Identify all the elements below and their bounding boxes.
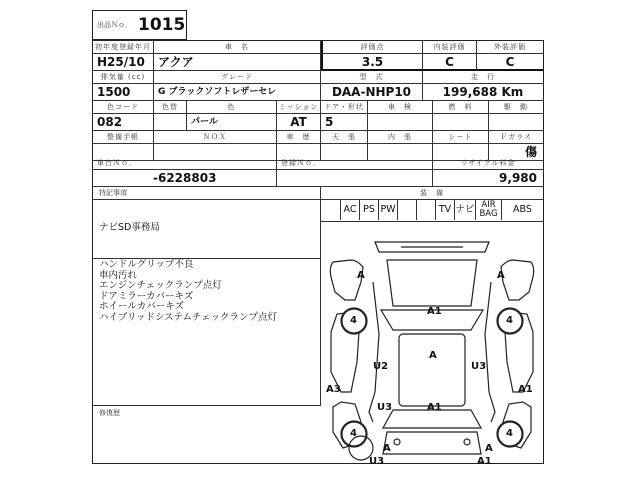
mark-pillar-right: U3 xyxy=(471,361,487,372)
auction-sheet xyxy=(92,40,544,467)
maintenance-label: 整備手帳 xyxy=(93,131,154,144)
mark-wheel-fl: 4 xyxy=(350,315,357,326)
mark-bottom-right: A xyxy=(485,443,493,454)
mark-door-left: U3 xyxy=(377,402,393,413)
mark-wheel-rr: 4 xyxy=(506,428,513,439)
color-change-label: 色替 xyxy=(154,101,187,114)
equip-airbag: AIR BAG xyxy=(476,200,502,220)
notes-list xyxy=(99,260,319,323)
door-label: ドア・形状 xyxy=(321,101,368,114)
fuel-label: 燃 料 xyxy=(433,101,489,114)
mark-hood: A1 xyxy=(427,306,442,317)
lot-number: 1015 xyxy=(138,15,186,35)
color-change-value xyxy=(154,114,187,131)
headliner-label: 天 張 xyxy=(321,131,368,144)
repair-label: 修復歴 xyxy=(99,409,120,417)
displacement-value: 1500 xyxy=(93,84,154,101)
exterior-label: 外装評価 xyxy=(477,41,543,54)
reg-date-label: 初年度登録年月 xyxy=(93,41,154,54)
mark-wheel-fr: 4 xyxy=(506,315,513,326)
color-code-value: 082 xyxy=(93,114,154,131)
fglass-label: Ｆガラス xyxy=(489,131,543,144)
color-code-label: 色コード xyxy=(93,101,154,114)
mark-right-side: A1 xyxy=(518,384,533,395)
car-name-value: アクア xyxy=(154,54,321,71)
mark-front-left: A xyxy=(357,270,365,281)
car-diagram xyxy=(321,222,543,465)
exterior-value: C xyxy=(477,54,543,71)
mark-bottom-left: A xyxy=(383,443,391,454)
equip-pw: PW xyxy=(379,200,398,220)
interior-label: 内装評価 xyxy=(423,41,477,54)
mark-wheel-rl: 4 xyxy=(350,428,357,439)
drive-label: 駆 動 xyxy=(489,101,543,114)
fuel-value xyxy=(433,114,489,131)
seat-label: シート xyxy=(433,131,489,144)
model-label: 型 式 xyxy=(321,71,423,84)
drive-value xyxy=(489,114,543,131)
grade-label: グレード xyxy=(154,71,321,84)
mark-left-side: A3 xyxy=(326,384,341,395)
note-item: ハイブリッドシステムチェックランプ点灯 xyxy=(99,311,278,323)
equip-ac: AC xyxy=(341,200,360,220)
repair-divider xyxy=(93,405,321,406)
door-value: 5 xyxy=(321,114,368,131)
interior-value: C xyxy=(423,54,477,71)
notes-first-line: ナビSD事務局 xyxy=(99,222,160,233)
mark-trunk: A1 xyxy=(427,402,442,413)
history-label: 車 歴 xyxy=(277,131,321,144)
transmission-label: ミッション xyxy=(277,101,321,114)
inspection-label: 車 検 xyxy=(368,101,433,114)
mileage-label: 走 行 xyxy=(423,71,543,84)
color-label: 色 xyxy=(187,101,277,114)
grade-value: G ブラックソフトレザーセレ xyxy=(154,84,321,101)
model-value: DAA-NHP10 xyxy=(321,84,423,101)
equip-navi: ナビ xyxy=(455,200,476,220)
recycle-value: 9,980 xyxy=(433,170,543,187)
equipment-header: 装 備 xyxy=(321,187,543,200)
mark-rear-right: A1 xyxy=(477,456,492,467)
recycle-label: リサイクル料金 xyxy=(433,157,543,170)
score-label: 評価点 xyxy=(321,41,423,54)
chassis-value: -6228803 xyxy=(93,170,277,187)
car-name-label: 車 名 xyxy=(154,41,321,54)
equip-ps: PS xyxy=(360,200,379,220)
note-item: 車内汚れ xyxy=(99,269,138,281)
reg-date-value: H25/10 xyxy=(93,54,154,71)
mark-front-right: A xyxy=(497,270,505,281)
note-item: エンジンチェックランプ点灯 xyxy=(99,280,222,291)
equipment-row xyxy=(321,200,543,222)
mark-rear-left: U3 xyxy=(369,456,385,467)
color-value: パール xyxy=(187,114,277,131)
chassis-label: 車台Ｎｏ． xyxy=(93,157,277,170)
lot-label: 出品Ｎｏ． xyxy=(97,21,132,29)
score-value: 3.5 xyxy=(321,54,423,71)
fglass-value: 傷 xyxy=(489,144,543,161)
mark-pillar-left: U2 xyxy=(373,361,389,372)
nox-label: ＮＯＸ xyxy=(154,131,277,144)
transmission-value: AT xyxy=(277,114,321,131)
inspection-value xyxy=(368,114,433,131)
reg-no-value xyxy=(277,170,433,187)
notes-header: 特記事項 xyxy=(93,187,321,200)
equip-tv: TV xyxy=(436,200,455,220)
mileage-value: 199,688 Km xyxy=(423,84,543,101)
equip-abs: ABS xyxy=(513,204,532,215)
note-item: ドアミラーカバーキズ xyxy=(99,290,194,302)
reg-no-label: 登録Ｎｏ． xyxy=(277,157,433,170)
lot-box xyxy=(92,10,187,40)
interior-trim-label: 内 張 xyxy=(368,131,433,144)
note-item: ハンドルグリップ不良 xyxy=(99,259,194,270)
displacement-label: 排気量 (cc) xyxy=(93,71,154,84)
note-item: ホイールカバーキズ xyxy=(99,301,185,312)
mark-roof: A xyxy=(429,350,437,361)
